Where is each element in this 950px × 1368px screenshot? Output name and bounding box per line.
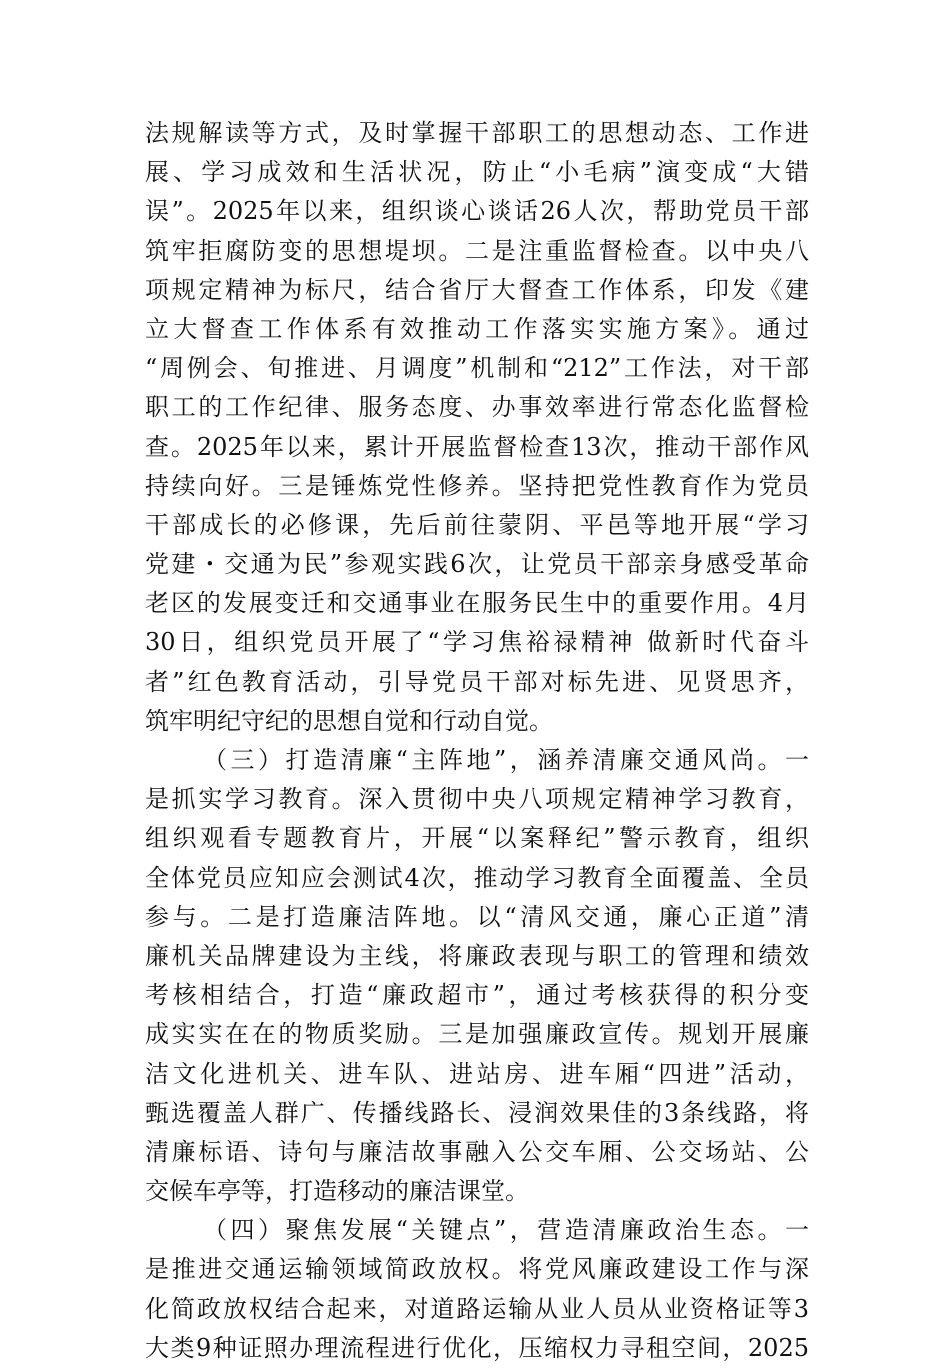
text-line: 组织观看专题教育片，开展“以案释纪”警示教育，组织 xyxy=(145,824,809,853)
text-line: 全体党员应知应会测试4次，推动学习教育全面覆盖、全员 xyxy=(145,863,809,892)
text-line: 30日，组织党员开展了“学习焦裕禄精神 做新时代奋斗 xyxy=(145,628,809,657)
text-line: 廉机关品牌建设为主线，将廉政表现与职工的管理和绩效 xyxy=(145,941,809,970)
text-line: 立大督查工作体系有效推动工作落实实施方案》。通过 xyxy=(145,314,809,343)
text-line: （四）聚焦发展“关键点”，营造清廉政治生态。一 xyxy=(203,1216,809,1245)
document-body xyxy=(145,114,809,1368)
text-line: 清廉标语、诗句与廉洁故事融入公交车厢、公交场站、公 xyxy=(145,1137,809,1166)
text-line: 党建・交通为民”参观实践6次，让党员干部亲身感受革命 xyxy=(145,550,809,579)
text-line: 持续向好。三是锤炼党性修养。坚持把党性教育作为党员 xyxy=(145,471,809,500)
text-line: 展、学习成效和生活状况，防止“小毛病”演变成“大错 xyxy=(145,158,809,187)
text-line: 筑牢明纪守纪的思想自觉和行动自觉。 xyxy=(145,706,553,735)
text-line: （三）打造清廉“主阵地”，涵养清廉交通风尚。一 xyxy=(203,746,809,774)
text-line: 是抓实学习教育。深入贯彻中央八项规定精神学习教育， xyxy=(145,785,809,814)
text-line: 洁文化进机关、进车队、进站房、进车厢“四进”活动， xyxy=(145,1059,809,1088)
text-line: 参与。二是打造廉洁阵地。以“清风交通，廉心正道”清 xyxy=(145,902,809,931)
text-line: 化简政放权结合起来，对道路运输从业人员从业资格证等3 xyxy=(145,1294,809,1323)
text-line: 考核相结合，打造“廉政超市”，通过考核获得的积分变 xyxy=(145,981,809,1010)
text-line: 职工的工作纪律、服务态度、办事效率进行常态化监督检 xyxy=(145,393,809,422)
text-line: “周例会、旬推进、月调度”机制和“212”工作法，对干部 xyxy=(145,354,809,383)
text-line: 甄选覆盖人群广、传播线路长、浸润效果佳的3条线路，将 xyxy=(145,1098,809,1127)
text-line: 干部成长的必修课，先后前往蒙阴、平邑等地开展“学习 xyxy=(145,510,809,539)
text-line: 误”。2025年以来，组织谈心谈话26人次，帮助党员干部 xyxy=(145,197,809,226)
text-line: 交候车亭等，打造移动的廉洁课堂。 xyxy=(145,1177,529,1206)
text-line: 项规定精神为标尺，结合省厅大督查工作体系，印发《建 xyxy=(145,275,809,304)
text-line: 老区的发展变迁和交通事业在服务民生中的重要作用。4月 xyxy=(145,589,809,618)
text-line: 成实实在在的物质奖励。三是加强廉政宣传。规划开展廉 xyxy=(145,1020,809,1049)
text-line: 查。2025年以来，累计开展监督检查13次，推动干部作风 xyxy=(145,432,809,461)
text-line: 是推进交通运输领域简政放权。将党风廉政建设工作与深 xyxy=(145,1255,809,1284)
text-line: 者”红色教育活动，引导党员干部对标先进、见贤思齐， xyxy=(145,667,809,696)
text-line: 法规解读等方式，及时掌握干部职工的思想动态、工作进 xyxy=(145,119,809,147)
text-line: 大类9种证照办理流程进行优化，压缩权力寻租空间，2025 xyxy=(145,1333,809,1362)
text-line: 筑牢拒腐防变的思想堤坝。二是注重监督检查。以中央八 xyxy=(145,236,809,265)
